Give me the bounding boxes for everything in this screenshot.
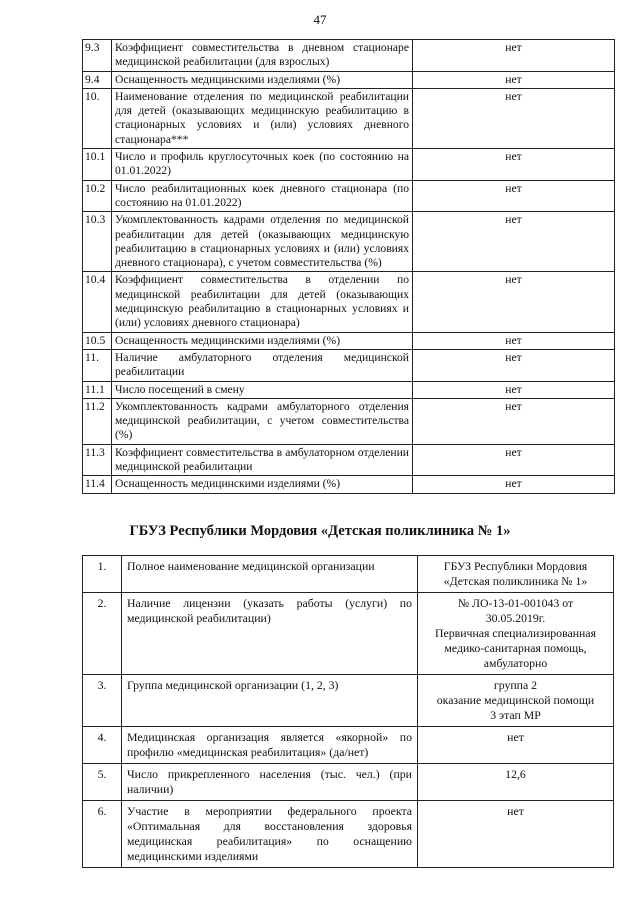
row-label: Коэффициент совместительства в амбулаторном отделении медицинской реабилитации [112, 444, 413, 476]
row-label: Группа медицинской организации (1, 2, 3) [122, 675, 418, 727]
section-heading: ГБУЗ Республики Мордовия «Детская поликлиника № 1» [129, 523, 511, 539]
value-line: амбулаторно [483, 656, 548, 670]
row-value: нет [413, 212, 615, 272]
row-value: нет [413, 71, 615, 88]
row-label: Оснащенность медицинскими изделиями (%) [112, 476, 413, 493]
row-number: 4. [83, 727, 122, 764]
value-line: 30.05.2019г. [485, 611, 546, 625]
row-label: Оснащенность медицинскими изделиями (%) [112, 71, 413, 88]
table-row [83, 381, 615, 398]
organization-info-body [83, 556, 614, 868]
row-value: нет [413, 398, 615, 444]
table-row [83, 727, 614, 764]
row-label: Наличие лицензии (указать работы (услуги) по медицинской реабилитации) [122, 593, 418, 675]
row-number: 11. [83, 349, 112, 381]
row-value [418, 801, 614, 868]
row-number: 11.4 [83, 476, 112, 493]
row-number: 9.3 [83, 40, 112, 72]
row-label: Число прикрепленного населения (тыс. чел.) (при наличии) [122, 764, 418, 801]
row-label: Укомплектованность кадрами амбулаторного отделения медицинской реабилитации, с учетом совместительства (%) [112, 398, 413, 444]
table-row [83, 71, 615, 88]
table-row [83, 40, 615, 72]
row-value: нет [413, 349, 615, 381]
row-value: нет [413, 272, 615, 332]
row-label: Число реабилитационных коек дневного стационара (по состоянию на 01.01.2022) [112, 180, 413, 212]
row-label: Укомплектованность кадрами отделения по медицинской реабилитации для детей (оказывающих медицинскую реабилитацию в стационарных условиях и (или) условиях дневного стационара), с учетом совместительства (%) [112, 212, 413, 272]
row-label: Число и профиль круглосуточных коек (по состоянию на 01.01.2022) [112, 149, 413, 181]
table-row [83, 398, 615, 444]
row-number: 11.2 [83, 398, 112, 444]
row-number: 1. [83, 556, 122, 593]
row-number: 10.3 [83, 212, 112, 272]
value-line: ГБУЗ Республики Мордовия [443, 559, 588, 573]
table-row [83, 332, 615, 349]
row-label: Полное наименование медицинской организации [122, 556, 418, 593]
table-row [83, 556, 614, 593]
row-number: 5. [83, 764, 122, 801]
row-value: нет [413, 332, 615, 349]
row-label: Число посещений в смену [112, 381, 413, 398]
row-label: Участие в мероприятии федерального проекта «Оптимальная для восстановления здоровья медицинская реабилитация» по оснащению медицинскими изделиями [122, 801, 418, 868]
row-label: Наименование отделения по медицинской реабилитации для детей (оказывающих медицинскую реабилитацию в стационарных условиях и (или) условиях дневного стационара*** [112, 88, 413, 148]
row-label: Наличие амбулаторного отделения медицинской реабилитации [112, 349, 413, 381]
table-row [83, 801, 614, 868]
row-number: 10.4 [83, 272, 112, 332]
table-row [83, 764, 614, 801]
value-line: 12,6 [505, 767, 526, 781]
rehab-indicators-table [82, 39, 615, 494]
row-value [418, 675, 614, 727]
row-value: нет [413, 149, 615, 181]
row-number: 9.4 [83, 71, 112, 88]
table-row [83, 180, 615, 212]
table-row [83, 272, 615, 332]
row-value: нет [413, 180, 615, 212]
value-line: оказание медицинской помощи [436, 693, 595, 707]
value-line: медико-санитарная помощь, [444, 641, 587, 655]
row-number: 11.1 [83, 381, 112, 398]
organization-info-table [82, 555, 614, 868]
value-line: нет [507, 730, 524, 744]
row-number: 10.1 [83, 149, 112, 181]
value-line: нет [507, 804, 524, 818]
row-value [418, 764, 614, 801]
row-label: Оснащенность медицинскими изделиями (%) [112, 332, 413, 349]
value-line: 3 этап МР [490, 708, 541, 722]
value-line: «Детская поликлиника № 1» [443, 574, 588, 588]
row-number: 10.2 [83, 180, 112, 212]
row-label: Коэффициент совместительства в отделении по медицинской реабилитации для детей (оказывающих медицинскую реабилитацию в стационарных условиях и (или) условиях дневного стационара) [112, 272, 413, 332]
value-line: Первичная специализированная [434, 626, 597, 640]
table-row [83, 149, 615, 181]
row-value [418, 593, 614, 675]
row-number: 10.5 [83, 332, 112, 349]
row-value [418, 727, 614, 764]
table-row [83, 212, 615, 272]
table-row [83, 349, 615, 381]
row-label: Коэффициент совместительства в дневном стационаре медицинской реабилитации (для взрослых) [112, 40, 413, 72]
value-line: группа 2 [493, 678, 538, 692]
row-value: нет [413, 381, 615, 398]
table-row [83, 675, 614, 727]
table-row [83, 88, 615, 148]
row-value: нет [413, 88, 615, 148]
rehab-indicators-body [83, 40, 615, 494]
row-label: Медицинская организация является «якорной» по профилю «медицинская реабилитация» (да/нет) [122, 727, 418, 764]
row-number: 3. [83, 675, 122, 727]
row-number: 10. [83, 88, 112, 148]
row-value: нет [413, 40, 615, 72]
value-line: № ЛО-13-01-001043 от [457, 596, 574, 610]
table-row [83, 593, 614, 675]
row-value [418, 556, 614, 593]
row-value: нет [413, 444, 615, 476]
row-number: 2. [83, 593, 122, 675]
table-row [83, 476, 615, 493]
row-number: 11.3 [83, 444, 112, 476]
table-row [83, 444, 615, 476]
page-number: 47 [313, 12, 327, 27]
row-number: 6. [83, 801, 122, 868]
row-value: нет [413, 476, 615, 493]
